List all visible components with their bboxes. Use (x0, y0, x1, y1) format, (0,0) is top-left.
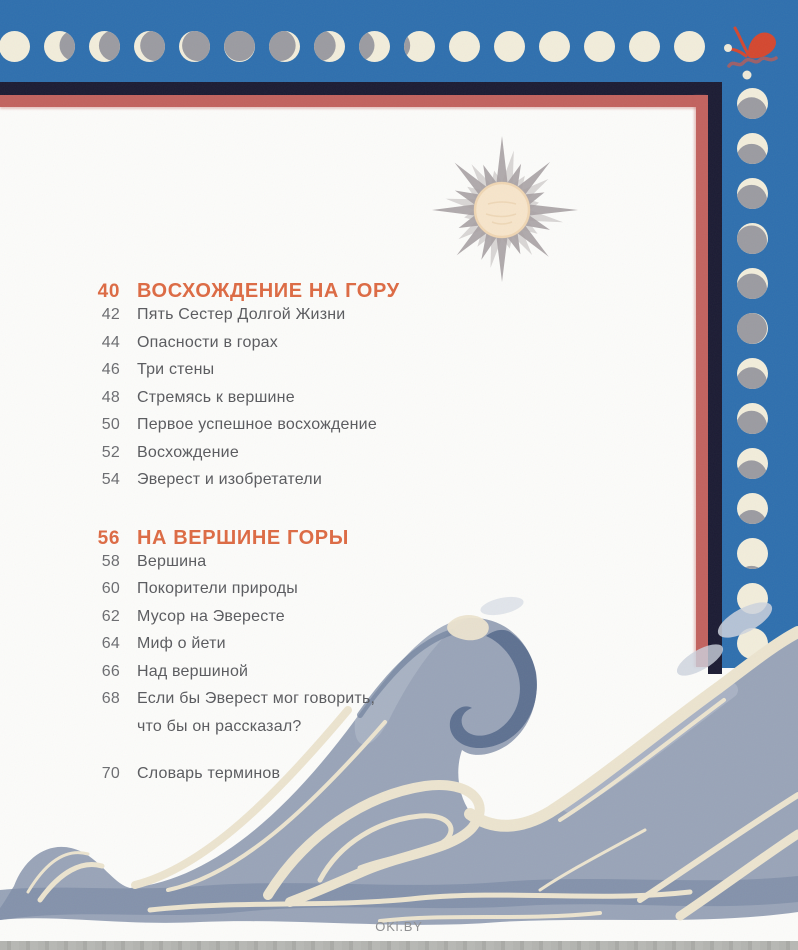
toc-entry-label: что бы он рассказал? (137, 717, 302, 735)
moon-phase-icon (737, 88, 768, 119)
toc-entry (80, 334, 500, 362)
moon-phase-icon (359, 31, 390, 62)
toc-entry (80, 635, 500, 663)
toc-entry-label: Вершина (137, 552, 207, 570)
toc-entry-label: Если бы Эверест мог говорить, (137, 690, 376, 707)
toc-entry-continuation (80, 718, 500, 746)
toc-entry (80, 444, 500, 472)
frame-line-navy-top (0, 82, 722, 95)
toc-page-number: 46 (101, 361, 120, 378)
toc-section-title: ВОСХОЖДЕНИЕ НА ГОРУ (137, 280, 400, 302)
toc-entry (80, 389, 500, 417)
toc-entry (80, 663, 500, 691)
moon-phase-icon (737, 538, 768, 569)
toc-page-number: 50 (101, 416, 120, 433)
moon-phase-icon (449, 31, 480, 62)
toc-entry-label: Над вершиной (137, 662, 249, 680)
frame-line-red-right (696, 95, 708, 667)
toc-section-title: НА ВЕРШИНЕ ГОРЫ (137, 526, 349, 549)
toc-entry-label: Мусор на Эвересте (137, 607, 285, 625)
moon-phase-icon (737, 268, 768, 299)
red-bird-icon (718, 18, 790, 84)
toc-entry (80, 553, 500, 581)
toc-page-number: 52 (101, 443, 120, 461)
toc-entry-label: Пять Сестер Долгой Жизни (137, 306, 346, 323)
moon-phase-icon (737, 358, 768, 389)
moon-phase-icon (134, 31, 165, 62)
toc-page-number: 62 (101, 607, 120, 625)
moon-phase-icon (737, 223, 768, 254)
toc-entry (80, 471, 500, 499)
toc-entry-label: Миф о йети (137, 635, 226, 652)
toc-entry (80, 580, 500, 608)
toc-page-number: 48 (101, 388, 120, 406)
toc-entry-label: Словарь терминов (137, 765, 281, 782)
toc-page-number: 42 (101, 306, 120, 323)
frame-line-navy-right (708, 82, 722, 674)
moon-phase-icon (737, 403, 768, 434)
toc-entry-label: Первое успешное восхождение (137, 416, 377, 433)
toc-section-header (80, 272, 500, 306)
toc-entry (80, 608, 500, 636)
toc-section (80, 765, 500, 793)
toc-entry (80, 765, 500, 793)
moon-phase-icon (269, 31, 300, 62)
moon-phase-icon (179, 31, 210, 62)
moon-phase-icon (737, 133, 768, 164)
toc-page-number: 44 (101, 333, 120, 351)
toc-entry-label: Опасности в горах (137, 333, 278, 351)
toc-page-number: 56 (97, 527, 120, 549)
toc-page-number: 64 (101, 635, 120, 652)
page-bottom-strip (0, 941, 798, 950)
moon-phase-icon (737, 313, 768, 344)
toc-section (80, 272, 500, 499)
toc-page-number: 58 (101, 552, 120, 570)
moon-phase-icon (314, 31, 345, 62)
frame-line-red-top (0, 95, 710, 107)
toc-entry-label: Эверест и изобретатели (137, 471, 322, 488)
moon-phase-icon (89, 31, 120, 62)
toc-entry-label: Восхождение (137, 443, 239, 461)
toc-page-number: 54 (101, 471, 120, 488)
moon-phase-icon (737, 448, 768, 479)
toc-page-number: 40 (97, 281, 120, 302)
table-of-contents (80, 272, 500, 793)
moon-phase-icon (44, 31, 75, 62)
moon-phase-icon (629, 31, 660, 62)
moon-phase-icon (494, 31, 525, 62)
toc-entry (80, 690, 500, 718)
toc-section-header (80, 519, 500, 553)
toc-page-number: 70 (101, 765, 120, 782)
toc-entry-label: Покорители природы (137, 580, 298, 597)
toc-page-number: 60 (101, 580, 120, 597)
moon-phase-icon (674, 31, 705, 62)
toc-entry-label: Стремясь к вершине (137, 388, 295, 406)
toc-entry (80, 361, 500, 389)
moon-phase-icon (584, 31, 615, 62)
toc-entry (80, 306, 500, 334)
moon-phase-icon (224, 31, 255, 62)
moon-phase-icon (404, 31, 435, 62)
toc-page-number: 68 (101, 690, 120, 707)
moon-phase-icon (737, 178, 768, 209)
watermark-okiby: OKi.BY (375, 919, 423, 934)
toc-section (80, 519, 500, 746)
moon-phase-icon (0, 31, 30, 62)
sun-icon (420, 130, 585, 292)
moon-phase-icon (539, 31, 570, 62)
toc-entry-label: Три стены (137, 361, 215, 378)
toc-page-number: 66 (101, 662, 120, 680)
toc-entry (80, 416, 500, 444)
moon-phase-icon (737, 493, 768, 524)
